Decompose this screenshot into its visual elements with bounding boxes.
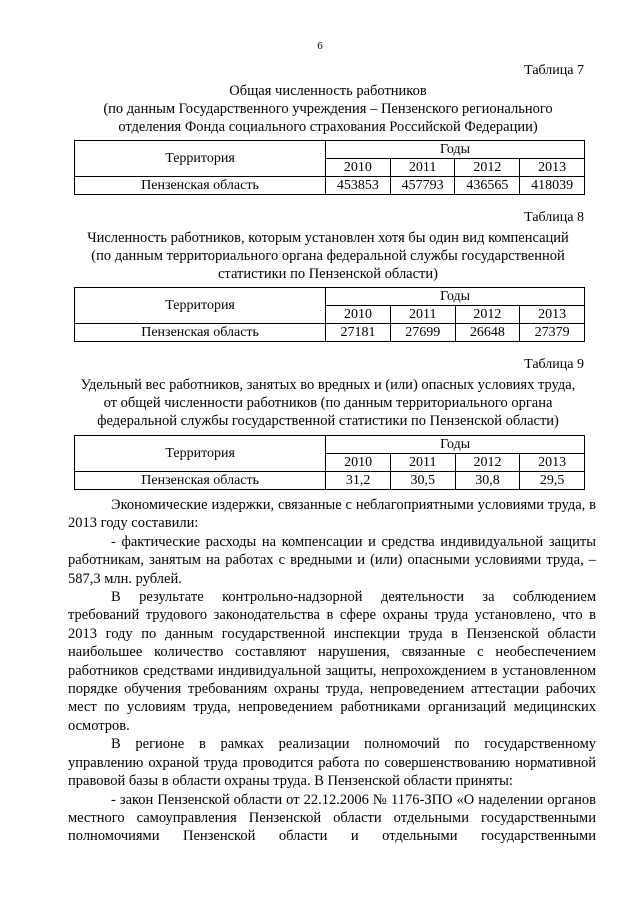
- table-9-label: Таблица 9: [524, 357, 584, 372]
- year-cell: 2012: [455, 159, 520, 177]
- table-7-title: [68, 82, 588, 136]
- value-cell: 26648: [455, 324, 520, 342]
- header-years: Годы: [326, 436, 585, 454]
- year-cell: 2012: [455, 306, 520, 324]
- table-8-title: [68, 229, 588, 283]
- paragraph: В регионе в рамках реализации полномочий по государственному управлению охраной труда проводится работа по совершенствованию нормативной правовой базы в области охраны труда. В Пензенской области приняты:: [68, 736, 596, 790]
- year-cell: 2013: [520, 306, 585, 324]
- paragraph: - фактические расходы на компенсации и средства индивидуальной защиты работникам, занятым на работах с вредными и (или) опасными условиями труда, – 587,3 млн. рублей.: [68, 533, 596, 587]
- table-7-label: Таблица 7: [524, 63, 584, 78]
- table-8: [74, 287, 585, 342]
- year-cell: 2012: [455, 454, 520, 472]
- paragraph: - закон Пензенской области от 22.12.2006 № 1176-ЗПО «О наделении органов местного самоуправления Пензенской области отдельными государственными полномочиями Пензенской области и отдельными государственными: [68, 791, 596, 845]
- paragraph: Экономические издержки, связанные с неблагоприятными условиями труда, в 2013 году составили:: [68, 497, 596, 532]
- value-cell: 27379: [520, 324, 585, 342]
- year-cell: 2013: [520, 159, 585, 177]
- table-8-label: Таблица 8: [524, 210, 584, 225]
- year-cell: 2010: [326, 454, 391, 472]
- year-cell: 2013: [520, 454, 585, 472]
- value-cell: 453853: [325, 177, 390, 195]
- year-cell: 2011: [390, 159, 455, 177]
- row-label: Пензенская область: [75, 177, 326, 195]
- row-label: Пензенская область: [75, 472, 326, 490]
- page-number: 6: [317, 40, 323, 52]
- table-7-title-line: Общая численность работников: [229, 83, 427, 99]
- header-territory: Территория: [75, 436, 326, 472]
- table-7-title-line: (по данным Государственного учреждения – Пензенского регионального: [103, 101, 553, 117]
- year-cell: 2010: [326, 306, 391, 324]
- table-9-title-line: от общей численности работников (по данным территориального органа: [103, 395, 553, 411]
- table-7-title-line: отделения Фонда социального страхования Российской Федерации): [118, 119, 538, 135]
- table-9-title: [68, 376, 588, 430]
- value-cell: 436565: [455, 177, 520, 195]
- value-cell: 27699: [390, 324, 455, 342]
- paragraph: В результате контрольно-надзорной деятельности за соблюдением требований трудового законодательства в сфере охраны труда установлено, что в 2013 году по данным государственной инспекции труда в Пензенской области наибольшее количество составляют нарушения, связанные с необеспечением работников средствами индивидуальной защиты, непрохождением в установленном порядке обучения требованиям охраны труда, непроведением аттестации рабочих мест по условиям труда, непроведением работниками организаций медицинских осмотров.: [68, 589, 596, 734]
- value-cell: 418039: [520, 177, 585, 195]
- header-years: Годы: [325, 141, 584, 159]
- year-cell: 2011: [390, 306, 455, 324]
- header-territory: Территория: [75, 141, 326, 177]
- year-cell: 2011: [390, 454, 455, 472]
- value-cell: 27181: [326, 324, 391, 342]
- body-text: [68, 496, 596, 846]
- header-territory: Территория: [75, 288, 326, 324]
- table-9: [74, 435, 585, 490]
- row-label: Пензенская область: [75, 324, 326, 342]
- table-7: [74, 140, 585, 195]
- table-8-title-line: (по данным территориального органа федеральной службы государственной: [91, 248, 565, 264]
- table-8-title-line: Численность работников, которым установлен хотя бы один вид компенсаций: [87, 230, 569, 246]
- table-9-title-line: федеральной службы государственной статистики по Пензенской области): [97, 413, 559, 429]
- value-cell: 30,5: [390, 472, 455, 490]
- value-cell: 30,8: [455, 472, 520, 490]
- value-cell: 29,5: [520, 472, 585, 490]
- year-cell: 2010: [325, 159, 390, 177]
- header-years: Годы: [326, 288, 585, 306]
- value-cell: 31,2: [326, 472, 391, 490]
- value-cell: 457793: [390, 177, 455, 195]
- table-9-title-line: Удельный вес работников, занятых во вредных и (или) опасных условиях труда,: [80, 377, 576, 393]
- table-8-title-line: статистики по Пензенской области): [218, 266, 438, 282]
